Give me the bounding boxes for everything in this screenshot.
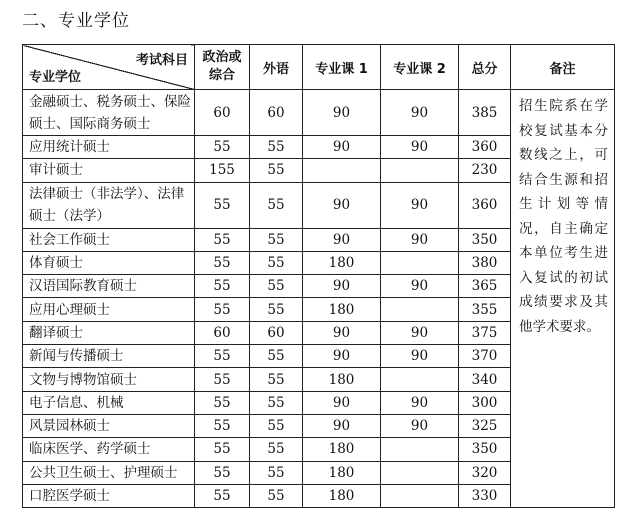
table-body: [23, 90, 615, 508]
header-degree: 专业学位: [29, 70, 82, 85]
degree-name-cell: 电子信息、机械: [23, 391, 195, 414]
politics-score-cell: 155: [195, 159, 250, 182]
politics-score-cell: 55: [195, 251, 250, 274]
politics-score-cell: 60: [195, 90, 250, 136]
course2-score-cell: 90: [381, 228, 459, 251]
course2-score-cell: 90: [381, 391, 459, 414]
politics-score-cell: 60: [195, 321, 250, 344]
foreign-score-cell: 55: [250, 368, 303, 391]
course1-score-cell: 180: [303, 484, 381, 507]
politics-score-cell: 55: [195, 182, 250, 228]
total-score-cell: 380: [459, 251, 511, 274]
course2-score-cell: [381, 251, 459, 274]
section-title: 二、专业学位: [22, 11, 130, 31]
total-score-cell: 385: [459, 90, 511, 136]
total-score-cell: 340: [459, 368, 511, 391]
course2-score-cell: [381, 484, 459, 507]
course1-score-cell: 180: [303, 438, 381, 461]
total-score-cell: 320: [459, 461, 511, 484]
course1-score-cell: 90: [303, 414, 381, 437]
table-row: [23, 90, 615, 136]
total-score-cell: 230: [459, 159, 511, 182]
score-line-table: [22, 44, 615, 508]
foreign-score-cell: 55: [250, 484, 303, 507]
politics-score-cell: 55: [195, 414, 250, 437]
politics-score-cell: 55: [195, 461, 250, 484]
politics-score-cell: 55: [195, 228, 250, 251]
total-score-cell: 350: [459, 228, 511, 251]
politics-score-cell: 55: [195, 345, 250, 368]
header-course-2: 专业课 2: [381, 45, 459, 90]
course2-score-cell: [381, 461, 459, 484]
course2-score-cell: 90: [381, 414, 459, 437]
course2-score-cell: [381, 368, 459, 391]
course2-score-cell: [381, 159, 459, 182]
foreign-score-cell: 55: [250, 182, 303, 228]
degree-name-cell: 应用心理硕士: [23, 298, 195, 321]
header-course-1: 专业课 1: [303, 45, 381, 90]
course2-score-cell: 90: [381, 275, 459, 298]
course2-score-cell: 90: [381, 345, 459, 368]
politics-score-cell: 55: [195, 368, 250, 391]
degree-name-cell: 汉语国际教育硕士: [23, 275, 195, 298]
remark-cell: 招生院系在学校复试基本分数线之上，可结合生源和招生计划等情况，自主确定本单位考生进入复试的初试成绩要求及其他学术要求。: [511, 90, 615, 508]
degree-name-cell: 公共卫生硕士、护理硕士: [23, 461, 195, 484]
foreign-score-cell: 55: [250, 159, 303, 182]
degree-name-cell: 风景园林硕士: [23, 414, 195, 437]
table-header-row: [23, 45, 615, 90]
course1-score-cell: 90: [303, 90, 381, 136]
politics-score-cell: 55: [195, 438, 250, 461]
degree-name-cell: 文物与博物馆硕士: [23, 368, 195, 391]
foreign-score-cell: 60: [250, 90, 303, 136]
course1-score-cell: 90: [303, 228, 381, 251]
degree-name-cell: 应用统计硕士: [23, 136, 195, 159]
politics-score-cell: 55: [195, 298, 250, 321]
course2-score-cell: 90: [381, 321, 459, 344]
total-score-cell: 370: [459, 345, 511, 368]
foreign-score-cell: 55: [250, 251, 303, 274]
course2-score-cell: 90: [381, 90, 459, 136]
course1-score-cell: 90: [303, 136, 381, 159]
header-remark: 备注: [511, 45, 615, 90]
course2-score-cell: [381, 298, 459, 321]
foreign-score-cell: 55: [250, 275, 303, 298]
degree-name-cell: 社会工作硕士: [23, 228, 195, 251]
foreign-score-cell: 55: [250, 391, 303, 414]
degree-name-cell: 口腔医学硕士: [23, 484, 195, 507]
degree-name-cell: 临床医学、药学硕士: [23, 438, 195, 461]
foreign-score-cell: 55: [250, 136, 303, 159]
course1-score-cell: 90: [303, 182, 381, 228]
course1-score-cell: 90: [303, 345, 381, 368]
politics-score-cell: 55: [195, 275, 250, 298]
foreign-score-cell: 55: [250, 461, 303, 484]
degree-name-cell: 新闻与传播硕士: [23, 345, 195, 368]
course2-score-cell: 90: [381, 182, 459, 228]
total-score-cell: 365: [459, 275, 511, 298]
header-exam-subject: 考试科目: [135, 53, 188, 68]
course1-score-cell: 90: [303, 321, 381, 344]
course1-score-cell: 180: [303, 251, 381, 274]
foreign-score-cell: 55: [250, 414, 303, 437]
degree-name-cell: 审计硕士: [23, 159, 195, 182]
course1-score-cell: 90: [303, 275, 381, 298]
course1-score-cell: 90: [303, 391, 381, 414]
total-score-cell: 325: [459, 414, 511, 437]
header-foreign-language: 外语: [250, 45, 303, 90]
foreign-score-cell: 55: [250, 228, 303, 251]
foreign-score-cell: 55: [250, 438, 303, 461]
politics-score-cell: 55: [195, 391, 250, 414]
politics-score-cell: 55: [195, 484, 250, 507]
course1-score-cell: 180: [303, 461, 381, 484]
total-score-cell: 330: [459, 484, 511, 507]
total-score-cell: 350: [459, 438, 511, 461]
total-score-cell: 360: [459, 182, 511, 228]
degree-name-cell: 体育硕士: [23, 251, 195, 274]
total-score-cell: 355: [459, 298, 511, 321]
course1-score-cell: 180: [303, 298, 381, 321]
total-score-cell: 360: [459, 136, 511, 159]
diagonal-header-cell: [23, 45, 195, 90]
header-politics: 政治或综合: [195, 45, 250, 90]
foreign-score-cell: 55: [250, 298, 303, 321]
header-total: 总分: [459, 45, 511, 90]
course1-score-cell: 180: [303, 368, 381, 391]
degree-name-cell: 翻译硕士: [23, 321, 195, 344]
degree-name-cell: 金融硕士、税务硕士、保险硕士、国际商务硕士: [23, 90, 195, 136]
course1-score-cell: [303, 159, 381, 182]
course2-score-cell: [381, 438, 459, 461]
politics-score-cell: 55: [195, 136, 250, 159]
foreign-score-cell: 60: [250, 321, 303, 344]
course2-score-cell: 90: [381, 136, 459, 159]
total-score-cell: 300: [459, 391, 511, 414]
total-score-cell: 375: [459, 321, 511, 344]
degree-name-cell: 法律硕士（非法学）、法律硕士（法学）: [23, 182, 195, 228]
foreign-score-cell: 55: [250, 345, 303, 368]
